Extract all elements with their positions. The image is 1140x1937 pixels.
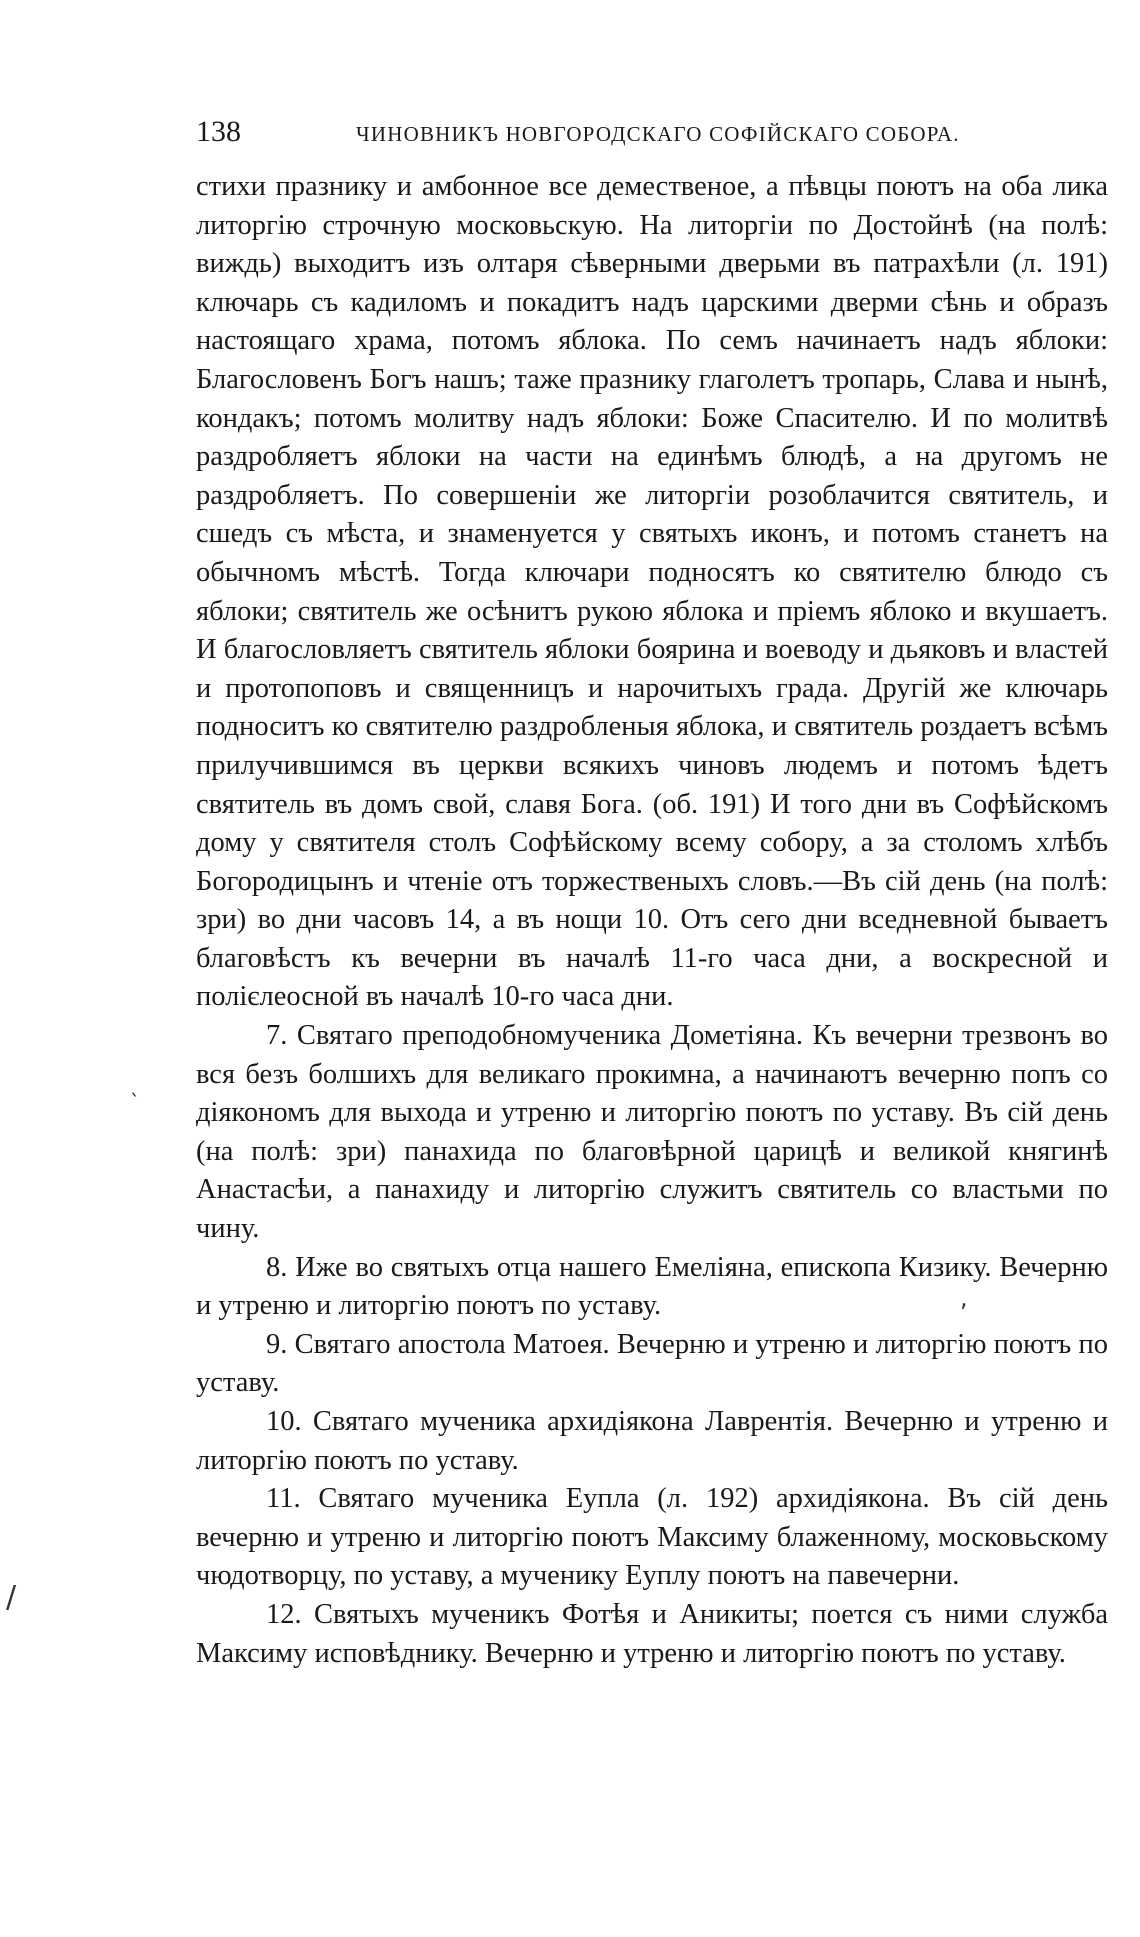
page-number: 138	[196, 115, 241, 148]
paragraph-day-10: 10. Святаго мученика архидіякона Лаврентія. Вечерню и утреню и литоргію поютъ по уставу.	[196, 1406, 1108, 1476]
body-text	[196, 168, 1108, 1673]
margin-tick-mark: `	[130, 1090, 140, 1114]
running-title: ЧИНОВНИКЪ НОВГОРОДСКАГО СОФІЙСКАГО СОБОРА.	[356, 122, 960, 146]
paragraph-day-9: 9. Святаго апостола Матоея. Вечерню и утреню и литоргію поютъ по уставу.	[196, 1328, 1108, 1399]
paragraph-day-7: 7. Святаго преподобномученика Дометіяна. Къ вечерни трезвонъ во вся безъ болшихъ для великаго прокимна, а начинаютъ вечерню попъ со діякономъ для выхода и утреню и литоргію поютъ по уставу. Въ сій день (на полѣ: зри) панахида по благовѣрной царицѣ и великой княгинѣ Анастасѣи, а панахиду и литоргію служитъ святитель со властьми по чину.	[196, 1020, 1108, 1245]
ink-comma-mark: ,	[960, 1284, 968, 1312]
paragraph-day-11: 11. Святаго мученика Еупла (л. 192) архидіякона. Въ сій день вечерню и утреню и литоргію поютъ Максиму блаженному, московьскому чюдотворцу, по уставу, а мученику Еуплу поютъ на павечерни.	[196, 1483, 1108, 1592]
paragraph-day-12: 12. Святыхъ мученикъ Фотѣя и Аникиты; поется съ ними служба Максиму исповѣднику. Вечерню и утреню и литоргію поютъ по уставу.	[196, 1598, 1108, 1669]
page-header	[196, 112, 1108, 152]
margin-slash-mark: /	[6, 1580, 17, 1615]
paragraph-continuation: стихи празнику и амбонное все демественое, а пѣвцы поютъ на оба лика литоргію строчную московьскую. На литоргіи по Достойнѣ (на полѣ: виждь) выходитъ изъ олтаря сѣверными дверьми въ патрахѣли (л. 191) ключарь съ кадиломъ и покадитъ надъ царскими дверми сѣнь и образъ настоящаго храма, потомъ яблока. По семъ начинаетъ надъ яблоки: Благословенъ Богъ нашъ; таже празнику глаголетъ тропарь, Слава и нынѣ, кондакъ; потомъ молитву надъ яблоки: Боже Спасителю. И по молитвѣ раздробляетъ яблоки на части на единѣмъ блюдѣ, а на другомъ не раздробляетъ. По совершеніи же литоргіи розоблачится святитель, и сшедъ съ мѣста, и знаменуется у святыхъ иконъ, и потомъ станетъ на обычномъ мѣстѣ. Тогда ключари подносятъ ко святителю блюдо съ яблоки; святитель же осѣнитъ рукою яблока и пріемъ яблоко и вкушаетъ. И благословляетъ святитель яблоки боярина и воеводу и дьяковъ и властей и протопоповъ и священницъ и нарочитыхъ града. Другій же ключарь подноситъ ко святителю раздробленыя яблока, и святитель роздаетъ всѣмъ прилучившимся въ церкви всякихъ чиновъ людемъ и потомъ ѣдетъ святитель въ домъ свой, славя Бога. (об. 191) И того дни въ Софѣйскомъ дому у святителя столъ Софѣйскому всему собору, а за столомъ хлѣбъ Богородицынъ и чтеніе отъ торжественыхъ словъ.—Въ сій день (на полѣ: зри) во дни часовъ 14, а въ нощи 10. Отъ сего дни вседневной бываетъ благовѣстъ къ вечерни въ началѣ 11-го часа дни, а воскресной и полієлеосной въ началѣ 10-го часа дни.	[196, 171, 1108, 1013]
paragraph-day-8: 8. Иже во святыхъ отца нашего Емеліяна, епископа Кизику. Вечерню и утреню и литоргію поютъ по уставу.	[196, 1251, 1108, 1322]
